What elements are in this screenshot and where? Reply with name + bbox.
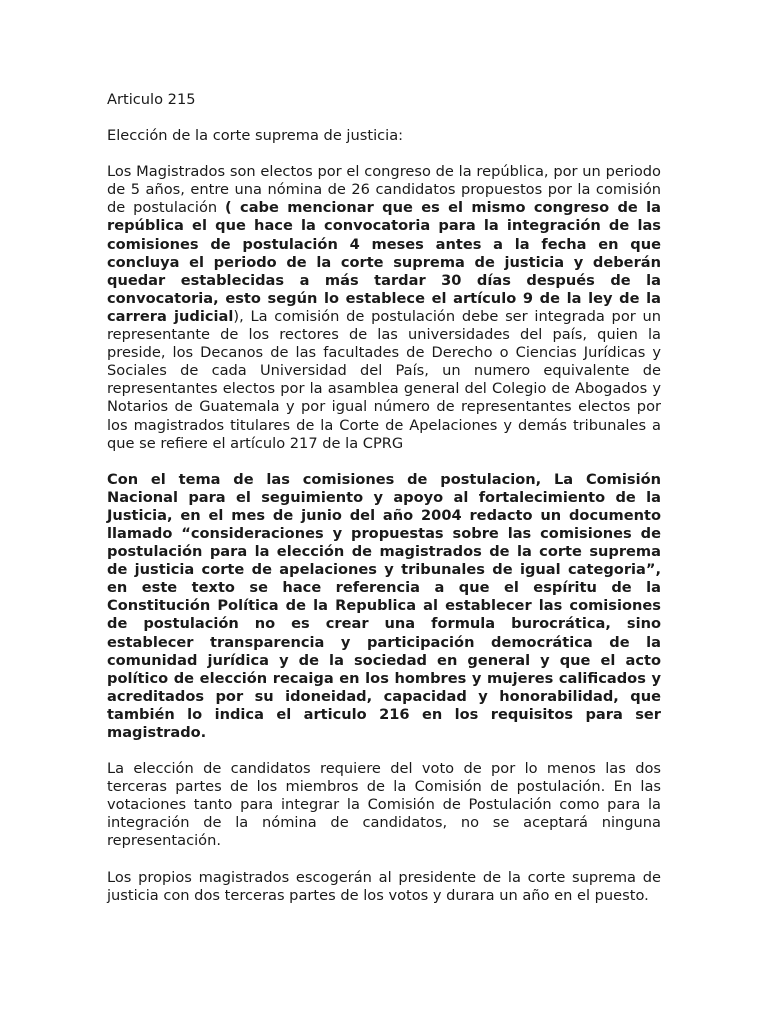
paragraph-election-process xyxy=(107,163,661,453)
paragraph-commission-topic: Con el tema de las comisiones de postulacion, La Comisión Nacional para el seguimiento y apoyo al fortalecimiento de la Justicia, en el mes de junio del año 2004 redacto un documento llamado “consideraciones y propuestas sobre las comisiones de postulación para la elección de magistrados de la corte suprema de justicia corte de apelaciones y tribunales de igual categoria”, en este texto se hace referencia a que el espíritu de la Constitución Política de la Republica al establecer las comisiones de postulación no es crear una formula burocrática, sino establecer transparencia y participación democrática de la comunidad jurídica y de la sociedad en general y que el acto político de elección recaiga en los hombres y mujeres calificados y acreditados por su idoneidad, capacidad y honorabilidad, que también lo indica el articulo 216 en los requisitos para ser magistrado. xyxy=(107,470,661,741)
section-subtitle: Elección de la corte suprema de justicia: xyxy=(107,127,404,145)
article-title: Articulo 215 xyxy=(107,91,196,108)
paragraph-bold-note: ( cabe mencionar que es el mismo congreso de la república el que hace la convocatoria para la integración de las comisiones de postulación 4 meses antes a la fecha en que concluya el periodo de la corte suprema de justicia y deberán quedar establecidas a más tardar 30 días después de la convocatoria, esto según lo establece el artículo 9 de la ley de la carrera judicial xyxy=(107,199,661,325)
paragraph-vote-requirement: La elección de candidatos requiere del voto de por lo menos las dos terceras partes de los miembros de la Comisión de postulación. En las votaciones tanto para integrar la Comisión de Postulación como para la integración de la nómina de candidatos, no se aceptará ninguna representación. xyxy=(107,760,661,850)
paragraph-intro-text: Los Magistrados son electos por el congreso de la república, por un periodo de 5 años, entre una nómina de 26 candidatos propuestos por la comisión de postulación xyxy=(107,163,661,217)
paragraph-rest-text: ), La comisión de postulación debe ser integrada por un representante de los rectores de las universidades del país, quien la preside, los Decanos de las facultades de Derecho o Ciencias Jurídicas y Sociales de cada Universidad del País, un numero equivalente de representantes electos por la asamblea general del Colegio de Abogados y Notarios de Guatemala y por igual número de representantes electos por los magistrados titulares de la Corte de Apelaciones y demás tribunales a que se refiere el artículo 217 de la CPRG xyxy=(107,307,661,452)
paragraph-president-election: Los propios magistrados escogerán al presidente de la corte suprema de justicia con dos terceras partes de los votos y durara un año en el puesto. xyxy=(107,868,661,904)
document-page xyxy=(107,91,661,923)
